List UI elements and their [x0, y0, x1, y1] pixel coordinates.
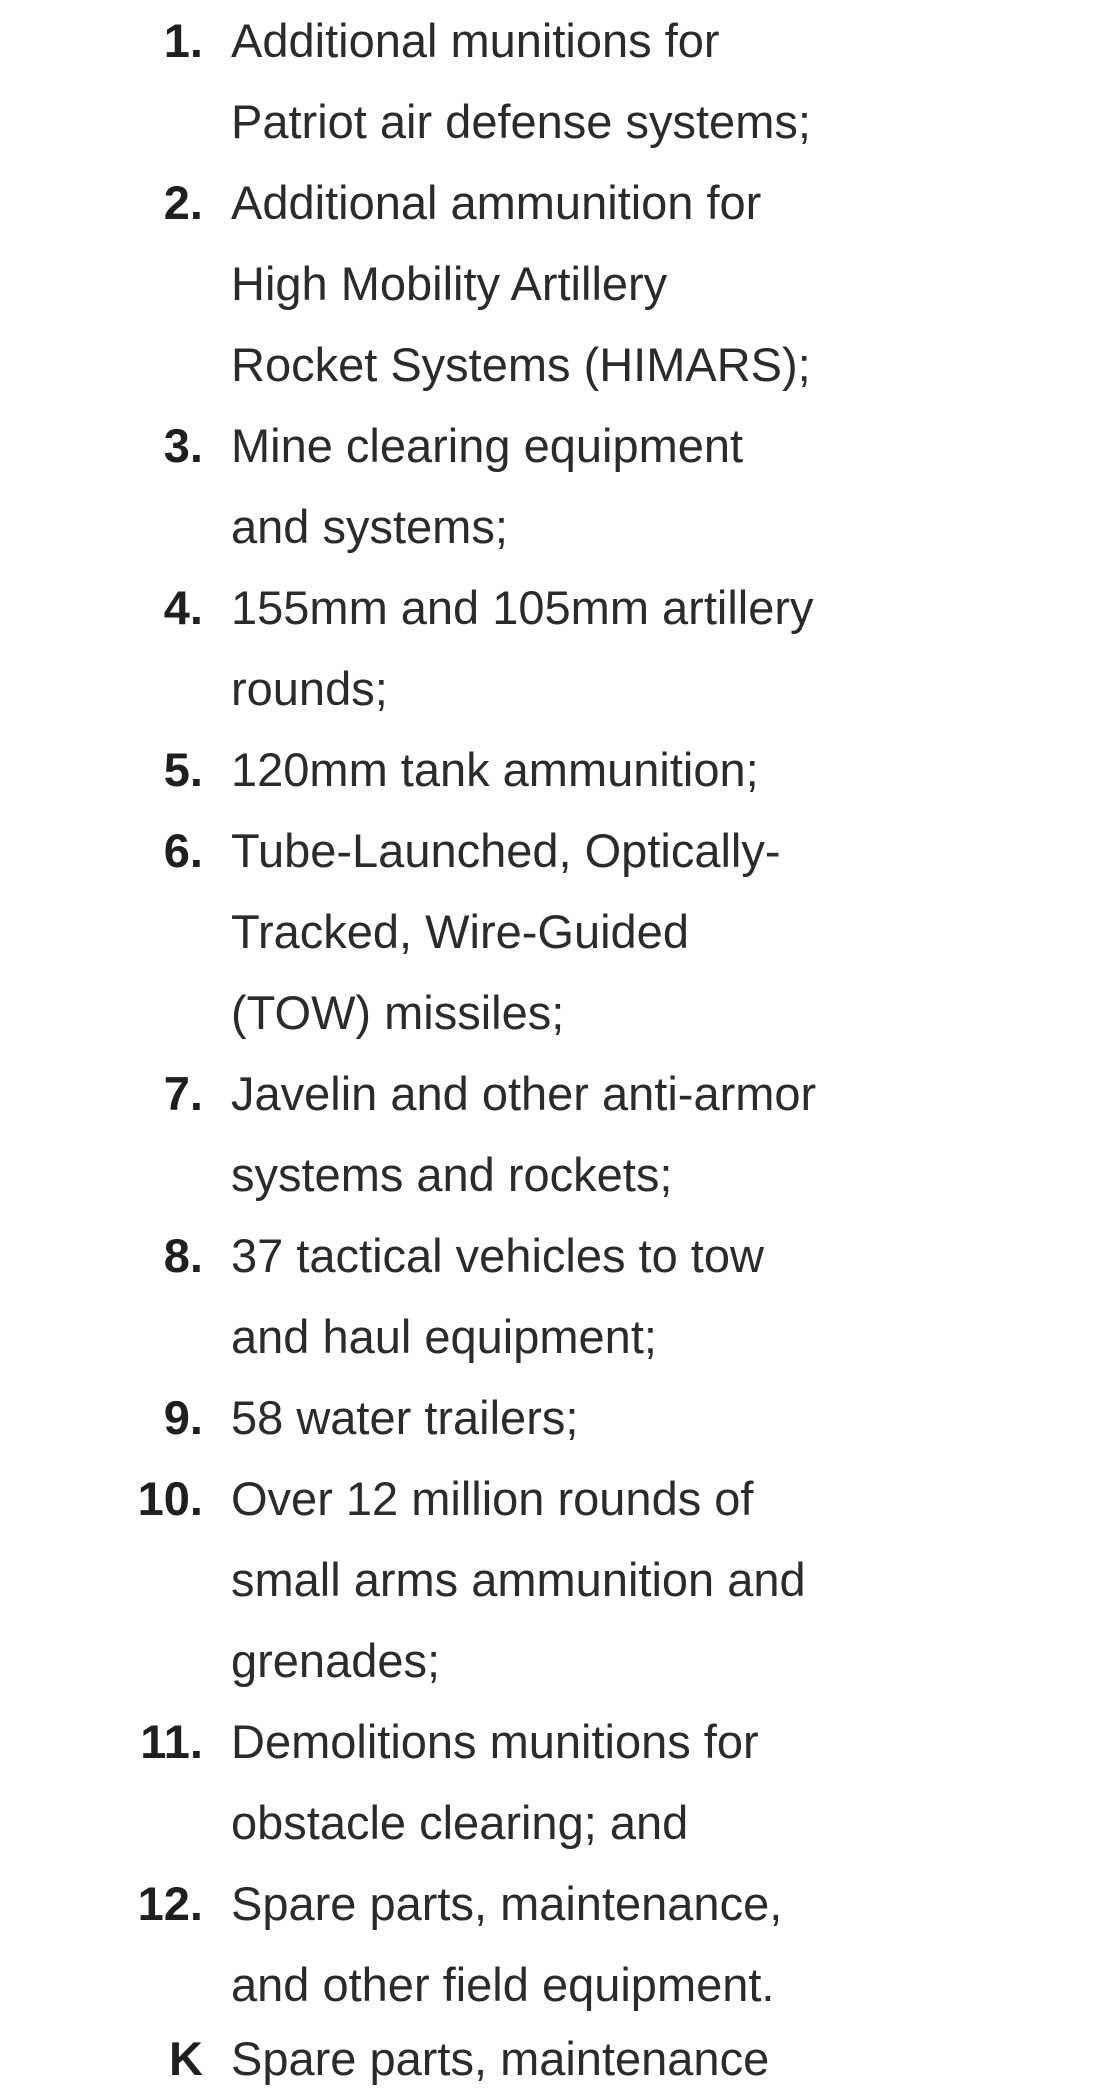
list-item-line: 37 tactical vehicles to tow [231, 1229, 764, 1282]
list-item-line: 120mm tank ammunition; [231, 743, 759, 796]
list-item-text [231, 0, 951, 162]
list-item-number: 9. [163, 1391, 203, 1444]
list-item-line: rounds; [231, 662, 388, 715]
list-item [0, 1053, 1113, 1215]
list-item-number: 10. [137, 1472, 203, 1525]
list-item-line: Over 12 million rounds of [231, 1472, 754, 1525]
list-item-text [231, 567, 951, 729]
cut-off-text: Spare parts, maintenance [231, 2032, 770, 2085]
list-item-line: Demolitions munitions for [231, 1715, 759, 1768]
list-item-line: Javelin and other anti-armor [231, 1067, 817, 1120]
list-item-number: 4. [163, 581, 203, 634]
list-item [0, 1458, 1113, 1701]
list-item-line: and systems; [231, 500, 508, 553]
list-item-line: Additional munitions for [231, 14, 720, 67]
list-item-number: 5. [163, 743, 203, 796]
list-item-text [231, 1377, 951, 1458]
list-item-text [231, 1053, 951, 1215]
list-item [0, 405, 1113, 567]
list-item-line: and haul equipment; [231, 1310, 657, 1363]
list-item-line: High Mobility Artillery [231, 257, 668, 310]
list-item-line: 155mm and 105mm artillery [231, 581, 814, 634]
list-item-number: 2. [163, 176, 203, 229]
list-item-line: and other field equipment. [231, 1958, 775, 2011]
list-item [0, 0, 1113, 162]
list-item-line: Rocket Systems (HIMARS); [231, 338, 811, 391]
list-item-line: grenades; [231, 1634, 441, 1687]
list-item-line: (TOW) missiles; [231, 986, 565, 1039]
list-item-text [231, 162, 951, 405]
list-item-text [231, 1701, 951, 1863]
list-item [0, 810, 1113, 1053]
cut-off-number: K [169, 2032, 203, 2085]
list-item-line: Tube-Launched, Optically- [231, 824, 781, 877]
list-item-number: 12. [137, 1877, 203, 1930]
list-item-text [231, 1215, 951, 1377]
list-item-line: Patriot air defense systems; [231, 95, 811, 148]
list-item-line: Spare parts, maintenance, [231, 1877, 783, 1930]
list-item [0, 1215, 1113, 1377]
list-item-number: 3. [163, 419, 203, 472]
list-item-line: Mine clearing equipment [231, 419, 744, 472]
list-item-text [231, 729, 951, 810]
list-item-line: systems and rockets; [231, 1148, 673, 1201]
list-item-text [231, 1458, 951, 1701]
cut-off-content [0, 2018, 769, 2099]
cut-off-list-item [0, 2018, 1113, 2085]
list-item [0, 729, 1113, 810]
list-item-line: 58 water trailers; [231, 1391, 579, 1444]
list-item-text [231, 405, 951, 567]
list-item [0, 1863, 1113, 2025]
list-item [0, 162, 1113, 405]
list-item-number: 8. [163, 1229, 203, 1282]
list-item-line: obstacle clearing; and [231, 1796, 689, 1849]
list-item [0, 1377, 1113, 1458]
list-item [0, 1701, 1113, 1863]
list-item-number: 6. [163, 824, 203, 877]
list-item-line: Additional ammunition for [231, 176, 762, 229]
list-item-text [231, 810, 951, 1053]
list-item-text [231, 1863, 951, 2025]
list-item-number: 7. [163, 1067, 203, 1120]
list-item-number: 11. [140, 1715, 203, 1768]
list-item-number: 1. [163, 14, 203, 67]
list-item [0, 567, 1113, 729]
list-item-line: small arms ammunition and [231, 1553, 806, 1606]
list-item-line: Tracked, Wire-Guided [231, 905, 689, 958]
